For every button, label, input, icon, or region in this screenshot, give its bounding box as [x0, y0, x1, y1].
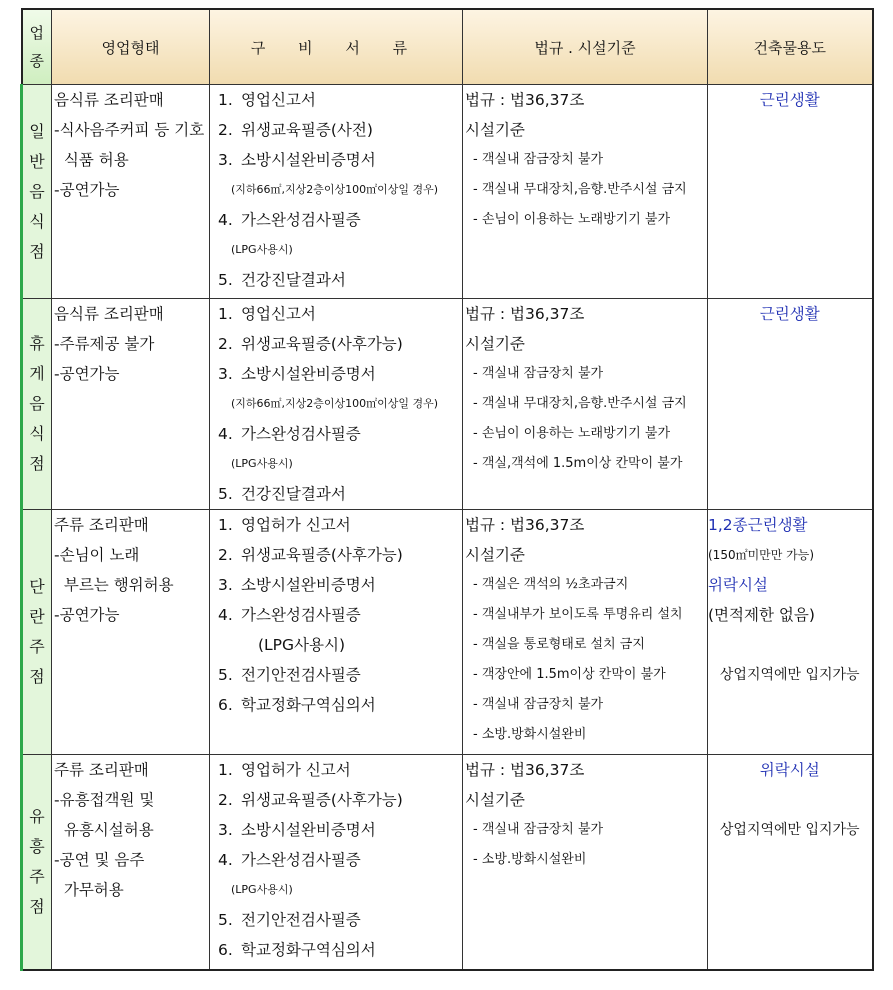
document-number: 4.: [218, 606, 233, 624]
law-line: 법규 : 법36,37조: [465, 516, 585, 534]
law-cell: [463, 510, 708, 755]
law-line: 법규 : 법36,37조: [465, 305, 585, 323]
facility-standard-item: - 손님이 이용하는 노래방기기 불가: [473, 426, 671, 441]
document-number: 5.: [218, 666, 233, 684]
document-note: (LPG사용시): [258, 636, 346, 654]
industry-char: 식: [29, 211, 45, 231]
building-use-line: 근린생활: [759, 91, 820, 109]
building-use-line: 위락시설: [759, 761, 820, 779]
document-name: 위생교육필증(사후가능): [241, 546, 403, 564]
header-industry-bottom: 종: [29, 52, 44, 70]
industry-char: 란: [29, 607, 45, 626]
business-form-cell: [52, 85, 210, 299]
document-name: 위생교육필증(사전): [241, 121, 373, 139]
industry-char: 게: [29, 364, 45, 383]
header-law: 법규 . 시설기준: [463, 9, 708, 85]
document-number: 3.: [218, 576, 233, 594]
building-use-line: 근린생활: [759, 305, 820, 323]
law-cell: [463, 299, 708, 510]
document-number: 2.: [218, 335, 233, 353]
document-item: [218, 359, 462, 389]
document-name: 위생교육필증(사후가능): [241, 791, 403, 809]
industry-char: 유: [29, 806, 45, 826]
business-form-line: -주류제공 불가: [54, 335, 155, 353]
document-item: [218, 905, 462, 935]
document-item: [218, 755, 462, 785]
document-name: 전기안전검사필증: [241, 911, 361, 929]
document-name: 영업신고서: [241, 305, 316, 323]
document-name: 영업신고서: [241, 91, 316, 109]
document-item: [218, 85, 462, 115]
business-permit-table: [20, 8, 874, 971]
document-item: [218, 479, 462, 509]
document-number: 5.: [218, 911, 233, 929]
document-number: 5.: [218, 485, 233, 503]
industry-char: 점: [29, 241, 45, 261]
document-note: (지하66㎡,지상2층이상100㎡이상일 경우): [231, 183, 439, 196]
document-note: (LPG사용시): [231, 243, 293, 256]
documents-cell: [210, 85, 463, 299]
business-form-cell: [52, 299, 210, 510]
business-form-line: 가무허용: [54, 881, 124, 899]
header-business-type: 영업형태: [52, 9, 210, 85]
industry-char: 점: [29, 896, 45, 916]
header-industry-top: 업: [29, 24, 44, 42]
business-form-line: -손님이 노래: [54, 546, 140, 564]
document-number: 1.: [218, 305, 233, 323]
facility-standard-item: - 객실내 잠금장치 불가: [473, 697, 604, 712]
document-item: [218, 935, 462, 965]
document-name: 학교정화구역심의서: [241, 941, 376, 959]
facility-standard-item: - 객실,객석에 1.5m이상 칸막이 불가: [473, 456, 683, 471]
table-row: [22, 299, 873, 510]
law-line: 법규 : 법36,37조: [465, 91, 585, 109]
document-item: [218, 299, 462, 329]
law-cell: [463, 755, 708, 970]
business-form-line: 식품 허용: [54, 151, 129, 169]
industry-char: 반: [29, 151, 45, 171]
facility-standard-item: - 객실내 무대장치,음향.반주시설 금지: [473, 182, 687, 197]
document-number: 4.: [218, 425, 233, 443]
building-use-line: 상업지역에만 입지가능: [719, 667, 860, 683]
building-use-line: 1,2종근린생활: [708, 516, 808, 534]
document-item: [218, 600, 462, 630]
industry-cell: [22, 85, 52, 299]
facility-standard-item: - 객실내 잠금장치 불가: [473, 152, 604, 167]
header-documents: 구 비 서 류: [210, 9, 463, 85]
document-note: (LPG사용시): [231, 457, 293, 470]
header-row: [22, 9, 873, 85]
document-item: [218, 329, 462, 359]
business-form-line: -식사음주커피 등 기호: [54, 121, 205, 139]
document-item: [218, 115, 462, 145]
building-use-cell: [708, 755, 873, 970]
header-building-use: 건축물용도: [708, 9, 873, 85]
industry-char: 흥: [29, 836, 45, 856]
facility-standard-item: - 객실내 잠금장치 불가: [473, 822, 604, 837]
business-form-cell: [52, 510, 210, 755]
industry-cell: [22, 299, 52, 510]
document-name: 가스완성검사필증: [241, 211, 361, 229]
document-name: 영업허가 신고서: [241, 516, 351, 534]
document-number: 6.: [218, 696, 233, 714]
document-name: 소방시설완비증명서: [241, 821, 376, 839]
document-number: 2.: [218, 121, 233, 139]
table-row: [22, 510, 873, 755]
industry-char: 단: [29, 577, 45, 596]
document-number: 2.: [218, 791, 233, 809]
document-item: [218, 510, 462, 540]
document-name: 소방시설완비증명서: [241, 151, 376, 169]
law-line: 시설기준: [465, 121, 525, 139]
document-item: [218, 660, 462, 690]
industry-char: 점: [29, 454, 45, 473]
document-number: 3.: [218, 821, 233, 839]
document-name: 가스완성검사필증: [241, 425, 361, 443]
industry-cell: [22, 510, 52, 755]
table-row: [22, 85, 873, 299]
document-name: 소방시설완비증명서: [241, 576, 376, 594]
facility-standard-item: - 객실내 무대장치,음향.반주시설 금지: [473, 396, 687, 411]
building-use-cell: [708, 510, 873, 755]
document-name: 전기안전검사필증: [241, 666, 361, 684]
table-row: [22, 755, 873, 970]
document-number: 3.: [218, 151, 233, 169]
document-name: 가스완성검사필증: [241, 606, 361, 624]
header-industry: [22, 9, 52, 85]
document-number: 1.: [218, 761, 233, 779]
business-form-line: 음식류 조리판매: [54, 305, 164, 323]
law-line: 시설기준: [465, 791, 525, 809]
business-form-line: 음식류 조리판매: [54, 91, 164, 109]
facility-standard-item: - 손님이 이용하는 노래방기기 불가: [473, 212, 671, 227]
document-item: [218, 570, 462, 600]
document-item: [218, 205, 462, 235]
document-number: 2.: [218, 546, 233, 564]
document-item: [218, 540, 462, 570]
building-use-line: (면적제한 없음): [708, 606, 815, 624]
document-number: 3.: [218, 365, 233, 383]
document-number: 1.: [218, 91, 233, 109]
document-name: 건강진달결과서: [241, 485, 346, 503]
industry-char: 일: [29, 121, 45, 141]
facility-standard-item: - 소방.방화시설완비: [473, 852, 587, 867]
documents-cell: [210, 299, 463, 510]
building-use-line: [708, 785, 872, 815]
document-number: 6.: [218, 941, 233, 959]
document-number: 4.: [218, 851, 233, 869]
business-form-line: -공연가능: [54, 606, 120, 624]
document-number: 4.: [218, 211, 233, 229]
document-number: 5.: [218, 271, 233, 289]
industry-char: 음: [29, 394, 45, 413]
document-name: 학교정화구역심의서: [241, 696, 376, 714]
law-line: 시설기준: [465, 546, 525, 564]
document-name: 소방시설완비증명서: [241, 365, 376, 383]
business-form-cell: [52, 755, 210, 970]
industry-char: 주: [29, 637, 45, 656]
document-number: 1.: [218, 516, 233, 534]
business-form-line: 주류 조리판매: [54, 516, 149, 534]
industry-char: 식: [29, 424, 45, 443]
document-item: [218, 785, 462, 815]
industry-cell: [22, 755, 52, 970]
law-line: 시설기준: [465, 335, 525, 353]
business-form-line: -유흥접객원 및: [54, 791, 155, 809]
document-name: 건강진달결과서: [241, 271, 346, 289]
building-use-line: 상업지역에만 입지가능: [719, 822, 860, 838]
business-form-line: -공연가능: [54, 181, 120, 199]
facility-standard-item: - 객실내부가 보이도록 투명유리 설치: [473, 607, 683, 622]
document-name: 영업허가 신고서: [241, 761, 351, 779]
building-use-line: (150㎡미만만 가능): [708, 548, 815, 562]
industry-char: 주: [29, 866, 45, 886]
facility-standard-item: - 객실은 객석의 ½초과금지: [473, 577, 629, 592]
business-form-line: 부르는 행위허용: [54, 576, 174, 594]
document-item: [218, 815, 462, 845]
building-use-cell: [708, 85, 873, 299]
law-line: 법규 : 법36,37조: [465, 761, 585, 779]
building-use-line: 위락시설: [708, 576, 768, 594]
document-note: (지하66㎡,지상2층이상100㎡이상일 경우): [231, 397, 439, 410]
facility-standard-item: - 소방.방화시설완비: [473, 727, 587, 742]
document-name: 가스완성검사필증: [241, 851, 361, 869]
document-name: 위생교육필증(사후가능): [241, 335, 403, 353]
document-note: (LPG사용시): [231, 883, 293, 896]
industry-char: 점: [29, 667, 45, 686]
business-form-line: -공연 및 음주: [54, 851, 145, 869]
documents-cell: [210, 755, 463, 970]
document-item: [218, 265, 462, 295]
document-item: [218, 845, 462, 875]
industry-char: 휴: [29, 334, 45, 353]
industry-char: 음: [29, 181, 45, 201]
facility-standard-item: - 객장안에 1.5m이상 칸막이 불가: [473, 667, 666, 682]
building-use-cell: [708, 299, 873, 510]
building-use-line: [708, 630, 872, 660]
business-form-line: 주류 조리판매: [54, 761, 149, 779]
documents-cell: [210, 510, 463, 755]
business-form-line: -공연가능: [54, 365, 120, 383]
facility-standard-item: - 객실내 잠금장치 불가: [473, 366, 604, 381]
document-item: [218, 690, 462, 720]
business-form-line: 유흥시설허용: [54, 821, 154, 839]
document-item: [218, 145, 462, 175]
document-item: [218, 419, 462, 449]
facility-standard-item: - 객실을 통로형태로 설치 금지: [473, 637, 645, 652]
law-cell: [463, 85, 708, 299]
